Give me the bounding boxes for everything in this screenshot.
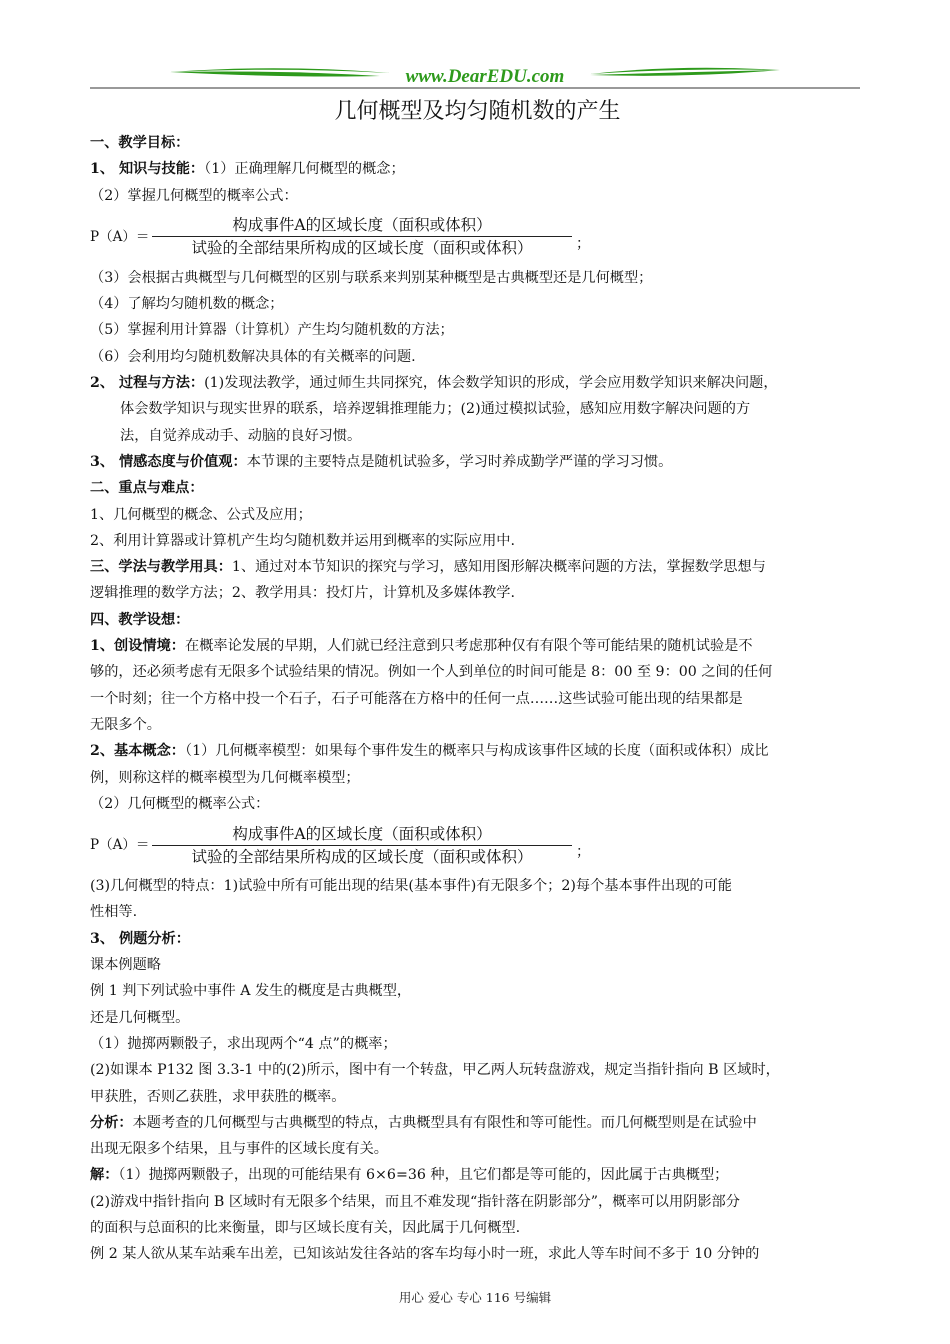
paragraph-line: （2）几何概型的概率公式：	[90, 795, 270, 812]
site-url-text: www.DearEDU.com	[405, 66, 565, 87]
formula-fraction	[152, 214, 572, 259]
section-heading: 一、教学目标：	[90, 135, 190, 151]
formula-lhs: P（A）＝	[90, 836, 150, 853]
paragraph-line: 出现无限多个结果，且与事件的区域长度有关。	[90, 1141, 388, 1158]
page-title: 几何概型及均匀随机数的产生	[334, 99, 621, 124]
item-text: 1、通过对本节知识的探究与学习，感知用图形解决概率问题的方法，掌握数学思想与	[231, 559, 766, 576]
site-header-banner	[90, 62, 860, 92]
item-label: 1、 知识与技能：	[90, 161, 205, 178]
paragraph-line: （4）了解均匀随机数的概念；	[90, 296, 284, 313]
analysis-label: 分析：	[90, 1114, 133, 1131]
paragraph-line: 一个时刻；往一个方格中投一个石子，石子可能落在方格中的任何一点……这些试验可能出现的结果都是	[90, 690, 743, 707]
paragraph-line: （2）掌握几何概型的概率公式：	[90, 187, 298, 204]
paragraph-line: 例 2 某人欲从某车站乘车出差，已知该站发往各站的客车均每小时一班，求此人等车时间不多于 10 分钟的	[90, 1246, 760, 1263]
item-text: 本题考查的几何概型与古典概型的特点，古典概型具有有限性和等可能性。而几何概型则是在试验中	[132, 1114, 757, 1131]
formula-fraction	[152, 823, 572, 868]
section-heading: 四、教学设想：	[90, 611, 190, 628]
paragraph-line	[90, 738, 865, 764]
item-text: 本节课的主要特点是随机试验多，学习时养成勤学严谨的学习习惯。	[246, 453, 673, 470]
section-label: 三、学法与教学用具：	[90, 559, 232, 576]
item-label: 3、 情感态度与价值观：	[90, 453, 247, 470]
formula-numerator: 构成事件A的区域长度（面积或体积）	[232, 824, 492, 843]
paragraph-line: 逻辑推理的数学方法；2、教学用具：投灯片，计算机及多媒体教学.	[90, 585, 515, 602]
paragraph-line: （5）掌握利用计算器（计算机）产生均匀随机数的方法；	[90, 322, 454, 339]
formula-denominator: 试验的全部结果所构成的区域长度（面积或体积）	[191, 239, 533, 258]
item-text: 在概率论发展的早期，人们就已经注意到只考虑那种仅有有限个等可能结果的随机试验是不	[185, 638, 753, 655]
page-footer: 用心 爱心 专心 116 号编辑	[398, 1290, 552, 1305]
formula-lhs: P（A）＝	[90, 228, 150, 245]
solution-label: 解：	[90, 1167, 119, 1184]
paragraph-line	[90, 370, 865, 396]
formula-denominator: 试验的全部结果所构成的区域长度（面积或体积）	[191, 847, 533, 866]
paragraph-line: （3）会根据古典概型与几何概型的区别与联系来判别某种概型是古典概型还是几何概型；	[90, 269, 653, 286]
section-heading: 二、重点与难点：	[90, 480, 204, 497]
paragraph-line: 性相等.	[90, 904, 138, 921]
paragraph-line: 无限多个。	[90, 716, 161, 733]
paragraph-line: 2、利用计算器或计算机产生均匀随机数并运用到概率的实际应用中.	[90, 532, 515, 549]
paragraph-line: (3)几何概型的特点：1)试验中所有可能出现的结果(基本事件)有无限多个；2)每个基本事件出现的可能	[90, 878, 732, 895]
item-text: (1)发现法教学，通过师生共同探究，体会数学知识的形成，学会应用数学知识来解决问题，	[204, 375, 778, 392]
formula-end: ；	[576, 235, 591, 252]
paragraph-line	[90, 1110, 865, 1136]
paragraph-line	[90, 633, 865, 659]
item-label: 2、基本概念：	[90, 743, 185, 760]
document-body	[90, 94, 865, 1268]
item-label: 1、创设情境：	[90, 638, 185, 655]
paragraph-line: 够的，还必须考虑有无限多个试验结果的情况。例如一个人到单位的时间可能是 8：00 至 9：00 之间的任何	[90, 664, 773, 681]
paragraph-line: 例，则称这样的概率模型为几何概率模型；	[90, 769, 360, 786]
paragraph-line: (2)游戏中指针指向 B 区域时有无限多个结果，而且不难发现“指针落在阴影部分”，概率可以用阴影部分	[90, 1193, 740, 1210]
paragraph-line: 课本例题略	[90, 957, 161, 974]
item-text: （1）几何概率模型：如果每个事件发生的概率只与构成该事件区域的长度（面积或体积）成比	[185, 743, 769, 760]
probability-formula	[90, 209, 865, 265]
paragraph-line: 还是几何概型。	[90, 1009, 190, 1026]
paragraph-line: （6）会利用均匀随机数解决具体的有关概率的问题.	[90, 348, 416, 365]
paragraph-line	[90, 1162, 865, 1188]
paragraph-line	[90, 156, 865, 182]
probability-formula	[90, 817, 865, 873]
header-swoosh-logo	[90, 62, 860, 92]
formula-numerator: 构成事件A的区域长度（面积或体积）	[232, 216, 492, 235]
item-text: （1）正确理解几何概型的概念；	[204, 161, 405, 178]
paragraph-line: (2)如课本 P132 图 3.3-1 中的(2)所示，图中有一个转盘，甲乙两人玩转盘游戏，规定当指针指向 B 区域时，	[90, 1062, 780, 1079]
paragraph-line: 体会数学知识与现实世界的联系，培养逻辑推理能力；(2)通过模拟试验，感知应用数字解决问题的方	[120, 401, 751, 418]
item-text: （1）抛掷两颗骰子，出现的可能结果有 6×6=36 种，且它们都是等可能的，因此属于古典概型；	[118, 1167, 729, 1184]
paragraph-line	[90, 554, 865, 580]
paragraph-line	[90, 449, 865, 475]
paragraph-line: 甲获胜，否则乙获胜，求甲获胜的概率。	[90, 1088, 346, 1105]
paragraph-line: 的面积与总面积的比来衡量，即与区域长度有关，因此属于几何概型.	[90, 1219, 521, 1236]
paragraph-line: （1）抛掷两颗骰子，求出现两个“4 点”的概率；	[90, 1035, 397, 1052]
section-heading: 3、 例题分析：	[90, 930, 190, 947]
paragraph-line: 1、几何概型的概念、公式及应用；	[90, 506, 312, 523]
paragraph-line: 法，自觉养成动手、动脑的良好习惯。	[120, 427, 362, 444]
formula-end: ；	[576, 843, 591, 860]
item-label: 2、 过程与方法：	[90, 375, 205, 392]
paragraph-line: 例 1 判下列试验中事件 A 发生的概度是古典概型，	[90, 983, 412, 1000]
